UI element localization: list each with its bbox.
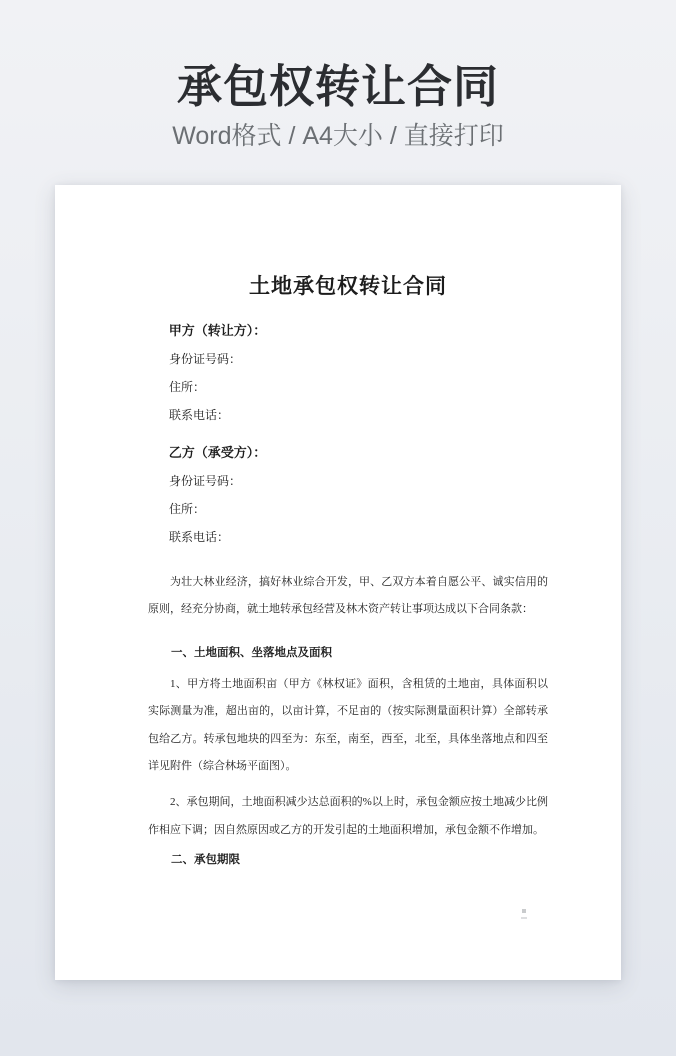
document-title: 土地承包权转让合同 <box>249 274 447 298</box>
party-b-id-field: 身份证号码： <box>169 474 242 488</box>
party-a-address-field: 住所： <box>169 380 206 394</box>
preamble-paragraph: 为壮大林业经济，搞好林业综合开发，甲、乙双方本着自愿公平、诚实信用的原则，经充分协商，就土地转承包经营及林木资产转让事项达成以下合同条款： <box>148 576 548 616</box>
section-1-clause-2: 2、承包期间，土地面积减少达总面积的%以上时，承包金额应按土地减少比例作相应下调；因自然原因或乙方的开发引起的土地面积增加，承包金额不作增加。 <box>148 796 548 836</box>
page-artifact <box>521 909 527 921</box>
section-1-clause-1: 1、甲方将土地面积亩（甲方《林权证》面积，含租赁的土地亩，具体面积以实际测量为准，超出亩的，以亩计算，不足亩的（按实际测量面积计算）全部转承包给乙方。转承包地块的四至为：东至，南至，西至，北至，具体坐落地点和四至详见附件（综合林场平面图）。 <box>148 677 548 773</box>
document-page <box>55 185 621 980</box>
party-a-id-field: 身份证号码： <box>169 352 242 366</box>
party-a-heading: 甲方（转让方）： <box>168 323 267 338</box>
section-2-heading: 二、承包期限 <box>171 854 240 867</box>
party-b-address-field: 住所： <box>169 502 206 516</box>
section-1-heading: 一、土地面积、坐落地点及面积 <box>171 646 332 659</box>
template-subtitle: Word格式 / A4大小 / 直接打印 <box>172 122 504 150</box>
party-a-phone-field: 联系电话： <box>169 408 230 422</box>
party-b-phone-field: 联系电话： <box>169 530 230 544</box>
party-b-heading: 乙方（承受方）： <box>168 445 267 460</box>
template-header <box>0 0 676 153</box>
template-title: 承包权转让合同 <box>176 61 499 112</box>
document-content <box>148 273 548 874</box>
